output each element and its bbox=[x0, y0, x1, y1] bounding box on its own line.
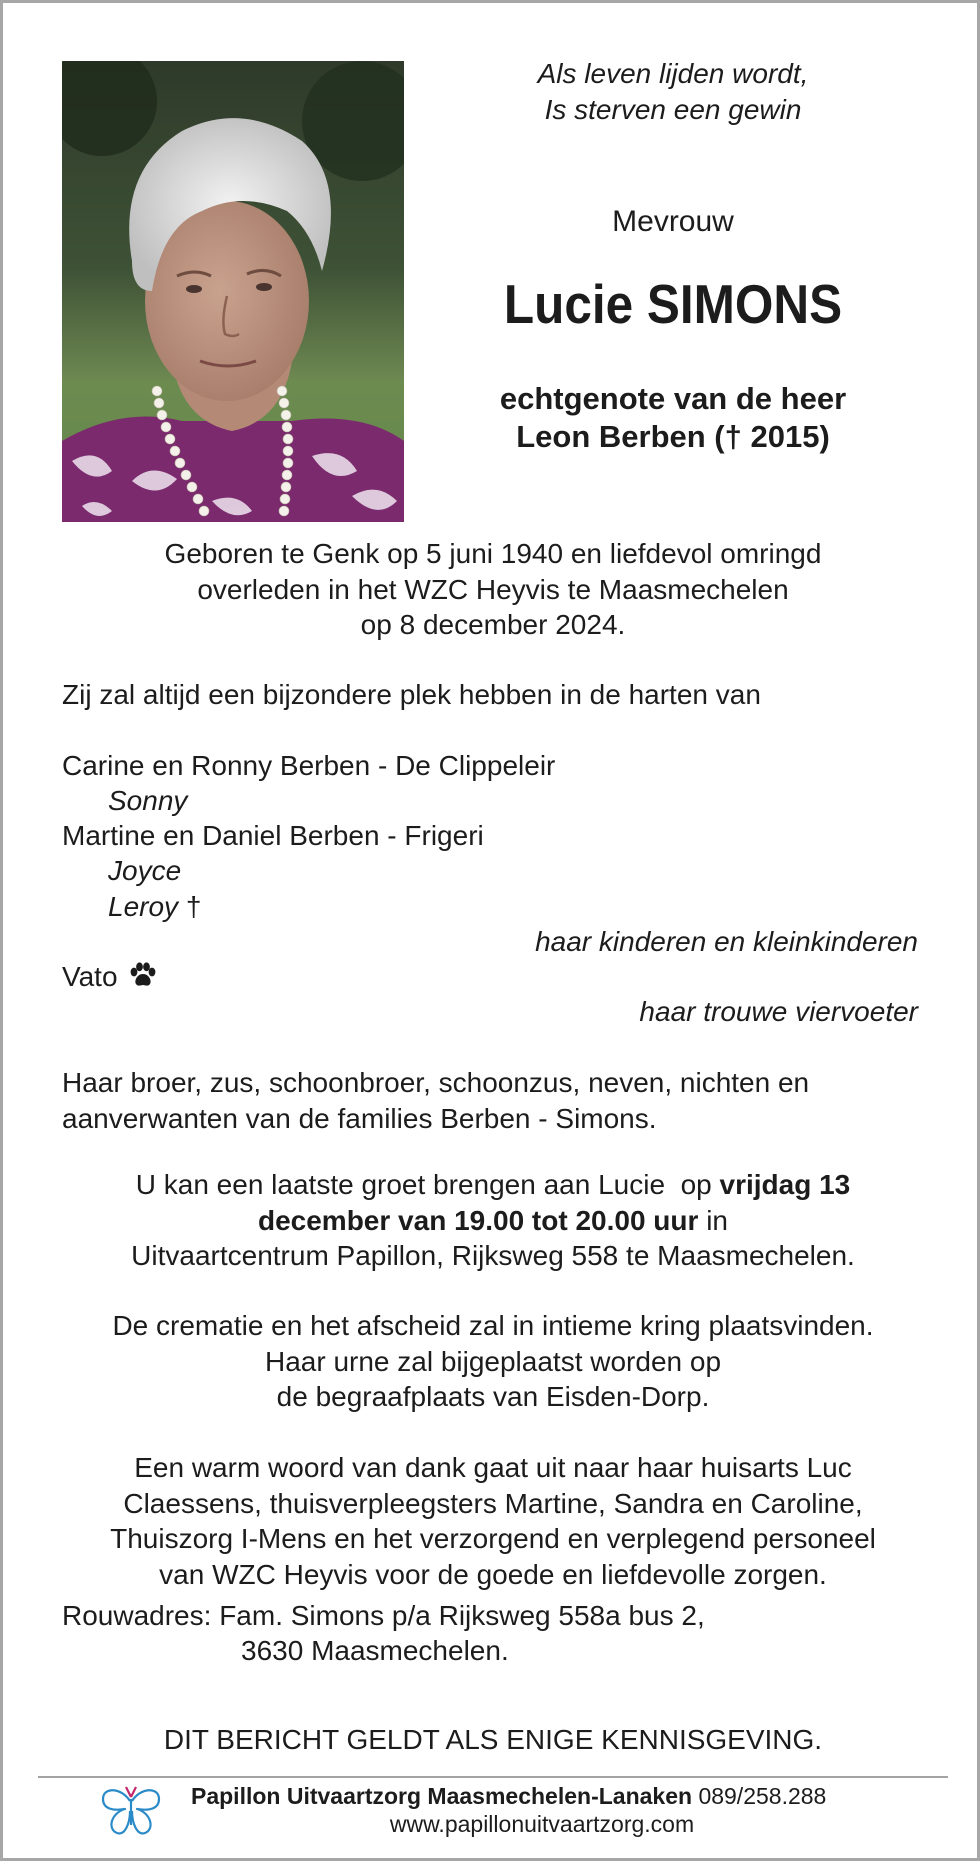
address-line-2: 3630 Maasmechelen. bbox=[241, 1635, 509, 1666]
spouse-line-1: echtgenote van de heer bbox=[499, 381, 847, 416]
address-line-1: Fam. Simons p/a Rijksweg 558a bus 2, bbox=[219, 1600, 705, 1631]
relatives-line-1: Haar broer, zus, schoonbroer, schoonzus, neven, nichten en bbox=[62, 1067, 810, 1098]
family-member: Carine en Ronny Berben - De Clippeleir bbox=[62, 750, 556, 781]
birth-death-line-1: Geboren te Genk op 5 juni 1940 en liefdevol omringd bbox=[164, 538, 822, 569]
motto-line-1: Als leven lijden wordt, bbox=[537, 58, 809, 89]
visitation-text bbox=[43, 1167, 943, 1274]
thanks-text bbox=[43, 1450, 943, 1592]
cross-mark: † bbox=[185, 891, 202, 922]
pet-caption: haar trouwe viervoeter bbox=[639, 996, 918, 1027]
cremation-line-2: Haar urne zal bijgeplaatst worden op bbox=[264, 1345, 722, 1377]
motto-line-2: Is sterven een gewin bbox=[544, 93, 802, 125]
family-caption: haar kinderen en kleinkinderen bbox=[535, 926, 918, 957]
thanks-line-2: Claessens, thuisverpleegsters Martine, Sandra en Caroline, bbox=[123, 1487, 863, 1519]
relatives-line-2: aanverwanten van de families Berben - Simons. bbox=[62, 1102, 657, 1134]
birth-death-text bbox=[62, 536, 924, 643]
address-label: Rouwadres: bbox=[62, 1600, 212, 1631]
visitation-in: in bbox=[706, 1204, 728, 1236]
notice-text: DIT BERICHT GELDT ALS ENIGE KENNISGEVING. bbox=[163, 1724, 823, 1755]
visitation-line-2 bbox=[43, 1203, 943, 1239]
footer-phone: 089/258.288 bbox=[698, 1783, 827, 1809]
grandchild-name: Leroy bbox=[108, 891, 179, 922]
visitation-intro: U kan een laatste groet brengen aan Lucie op bbox=[135, 1169, 712, 1200]
paw-icon bbox=[129, 962, 157, 988]
cremation-text bbox=[43, 1308, 943, 1415]
pet bbox=[62, 959, 157, 995]
thanks-line-4: van WZC Heyvis voor de goede en liefdevolle zorgen. bbox=[159, 1558, 827, 1590]
footer-divider bbox=[38, 1776, 948, 1778]
birth-death-line-3: op 8 december 2024. bbox=[360, 609, 626, 640]
portrait-photo bbox=[62, 61, 404, 522]
mourning-address bbox=[62, 1598, 705, 1634]
footer-website[interactable]: www.papillonuitvaartzorg.com bbox=[389, 1811, 695, 1837]
grandchild-deceased bbox=[108, 889, 201, 925]
motto bbox=[423, 56, 923, 127]
thanks-line-3: Thuiszorg I-Mens en het verzorgend en verplegend personeel bbox=[110, 1523, 876, 1554]
pet-name: Vato bbox=[62, 961, 118, 992]
honorific: Mevrouw bbox=[612, 205, 734, 238]
cremation-line-1: De crematie en het afscheid zal in intieme kring plaatsvinden. bbox=[112, 1310, 874, 1341]
thanks-line-1: Een warm woord van dank gaat uit naar haar huisarts Luc bbox=[134, 1452, 852, 1483]
visitation-line-1 bbox=[43, 1167, 943, 1203]
deceased-name: Lucie SIMONS bbox=[503, 273, 843, 335]
visitation-date: vrijdag 13 bbox=[719, 1169, 851, 1200]
family-member: Martine en Daniel Berben - Frigeri bbox=[62, 820, 484, 851]
spouse-line-2: Leon Berben († 2015) bbox=[516, 419, 830, 454]
grandchild: Sonny bbox=[108, 785, 188, 816]
relatives-text bbox=[62, 1065, 942, 1136]
footer-company: Papillon Uitvaartzorg Maasmechelen-Lanaken bbox=[191, 1783, 693, 1809]
footer-company-line bbox=[191, 1781, 826, 1811]
butterfly-icon bbox=[97, 1781, 165, 1839]
intro-text: Zij zal altijd een bijzondere plek hebben in de harten van bbox=[62, 679, 761, 710]
visitation-time: december van 19.00 tot 20.00 uur bbox=[257, 1204, 699, 1236]
visitation-location: Uitvaartcentrum Papillon, Rijksweg 558 te Maasmechelen. bbox=[131, 1240, 855, 1271]
birth-death-line-2: overleden in het WZC Heyvis te Maasmechelen bbox=[197, 573, 789, 605]
cremation-line-3: de begraafplaats van Eisden-Dorp. bbox=[276, 1381, 710, 1412]
grandchild: Joyce bbox=[108, 855, 182, 886]
spouse bbox=[423, 380, 923, 456]
